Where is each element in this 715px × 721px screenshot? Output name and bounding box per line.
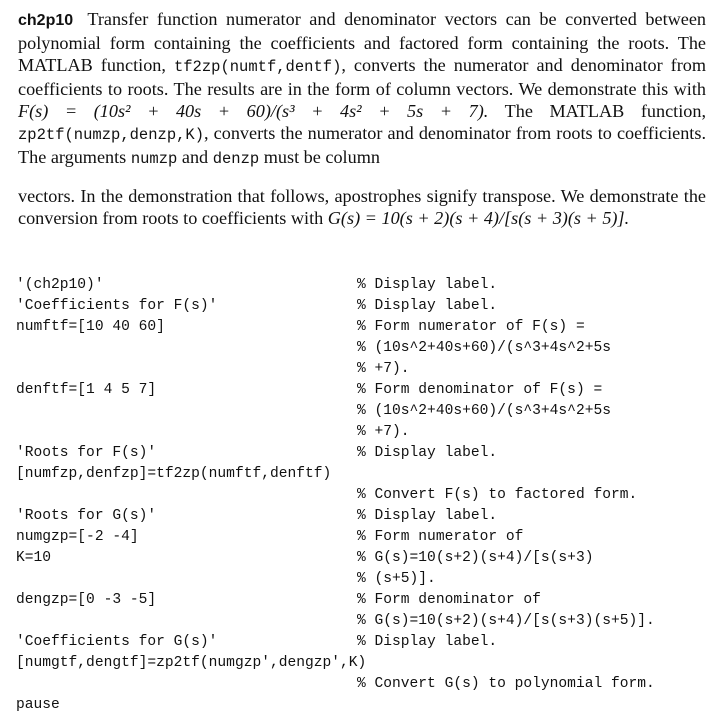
- code-text: dengzp=[0 -3 -5]: [16, 592, 157, 608]
- intro-paragraph: [18, 8, 706, 170]
- code-text: '(ch2p10)': [16, 277, 104, 293]
- code-comment: % Convert F(s) to factored form.: [357, 487, 638, 503]
- code-comment: % Convert G(s) to polynomial form.: [357, 676, 655, 692]
- demo-text: vectors. In the demonstration that follows, apostrophes signify transpose. We demonstrate the conversion from roots to coefficients with: [18, 186, 706, 228]
- code-comment: % Form denominator of: [357, 592, 541, 608]
- code-line: [16, 632, 711, 653]
- code-listing: [16, 275, 711, 716]
- code-comment: % Display label.: [357, 445, 498, 461]
- code-comment: % (10s^2+40s+60)/(s^3+4s^2+5s: [357, 403, 611, 419]
- code-line: [16, 317, 711, 338]
- code-text: numftf=[10 40 60]: [16, 319, 165, 335]
- code-comment: % +7).: [357, 424, 410, 440]
- code-comment: % G(s)=10(s+2)(s+4)/[s(s+3): [357, 550, 594, 566]
- code-text: 'Roots for F(s)': [16, 445, 157, 461]
- code-line: [16, 611, 711, 632]
- code-line: [16, 527, 711, 548]
- code-line: [16, 275, 711, 296]
- intro-text-1: Transfer function numerator and denominator vectors can be converted between polynomial form containing the coefficients and factored form containing the roots. The MATLAB function,: [18, 9, 706, 75]
- zp2tf-call: zp2tf(numzp,denzp,K): [18, 126, 205, 144]
- intro-text-4: , converts the numerator and denominator from roots to coefficients. The arguments: [18, 123, 706, 167]
- denzp-name: denzp: [212, 150, 260, 168]
- code-line: [16, 296, 711, 317]
- code-comment: % Form numerator of: [357, 529, 524, 545]
- code-comment: % Display label.: [357, 508, 498, 524]
- code-line: [16, 464, 711, 485]
- code-line: [16, 653, 711, 674]
- intro-text-2: , converts the numerator and denominator from coefficients to roots. The results are in the form of column vectors. We demonstrate this with: [18, 55, 707, 99]
- demo-paragraph: [18, 185, 706, 229]
- code-comment: % +7).: [357, 361, 410, 377]
- code-line: [16, 485, 711, 506]
- code-line: [16, 422, 711, 443]
- code-text: numgzp=[-2 -4]: [16, 529, 139, 545]
- code-line: [16, 443, 711, 464]
- code-line: [16, 401, 711, 422]
- tf2zp-call: tf2zp(numtf,dentf): [173, 58, 342, 76]
- code-line: [16, 359, 711, 380]
- code-line: [16, 548, 711, 569]
- code-line: [16, 590, 711, 611]
- code-comment: % Display label.: [357, 298, 498, 314]
- intro-text-3: The MATLAB function,: [504, 101, 706, 121]
- code-text: 'Coefficients for F(s)': [16, 298, 218, 314]
- code-line: [16, 695, 711, 716]
- numzp-name: numzp: [130, 150, 178, 168]
- code-line: [16, 380, 711, 401]
- code-text: 'Coefficients for G(s)': [16, 634, 218, 650]
- code-line: [16, 506, 711, 527]
- code-comment: % Form denominator of F(s) =: [357, 382, 603, 398]
- intro-text-5: and: [181, 147, 209, 167]
- code-text: 'Roots for G(s)': [16, 508, 157, 524]
- intro-text-6: must be column: [263, 147, 380, 167]
- code-text: pause: [16, 697, 60, 713]
- code-comment: % (s+5)].: [357, 571, 436, 587]
- code-comment: % Form numerator of F(s) =: [357, 319, 585, 335]
- f-of-s-equation: F(s) = (10s² + 40s + 60)/(s³ + 4s² + 5s + 7).: [18, 101, 489, 121]
- code-text: [numfzp,denfzp]=tf2zp(numftf,denftf): [16, 466, 332, 482]
- code-text: [numgtf,dengtf]=zp2tf(numgzp',dengzp',K): [16, 655, 367, 671]
- code-line: [16, 569, 711, 590]
- code-line: [16, 338, 711, 359]
- code-comment: % Display label.: [357, 277, 498, 293]
- code-text: denftf=[1 4 5 7]: [16, 382, 157, 398]
- code-text: K=10: [16, 550, 52, 566]
- code-comment: % (10s^2+40s+60)/(s^3+4s^2+5s: [357, 340, 611, 356]
- section-label: ch2p10: [18, 12, 74, 29]
- g-of-s-equation: G(s) = 10(s + 2)(s + 4)/[s(s + 3)(s + 5)].: [327, 208, 630, 228]
- code-comment: % Display label.: [357, 634, 498, 650]
- code-comment: % G(s)=10(s+2)(s+4)/[s(s+3)(s+5)].: [357, 613, 655, 629]
- code-line: [16, 674, 711, 695]
